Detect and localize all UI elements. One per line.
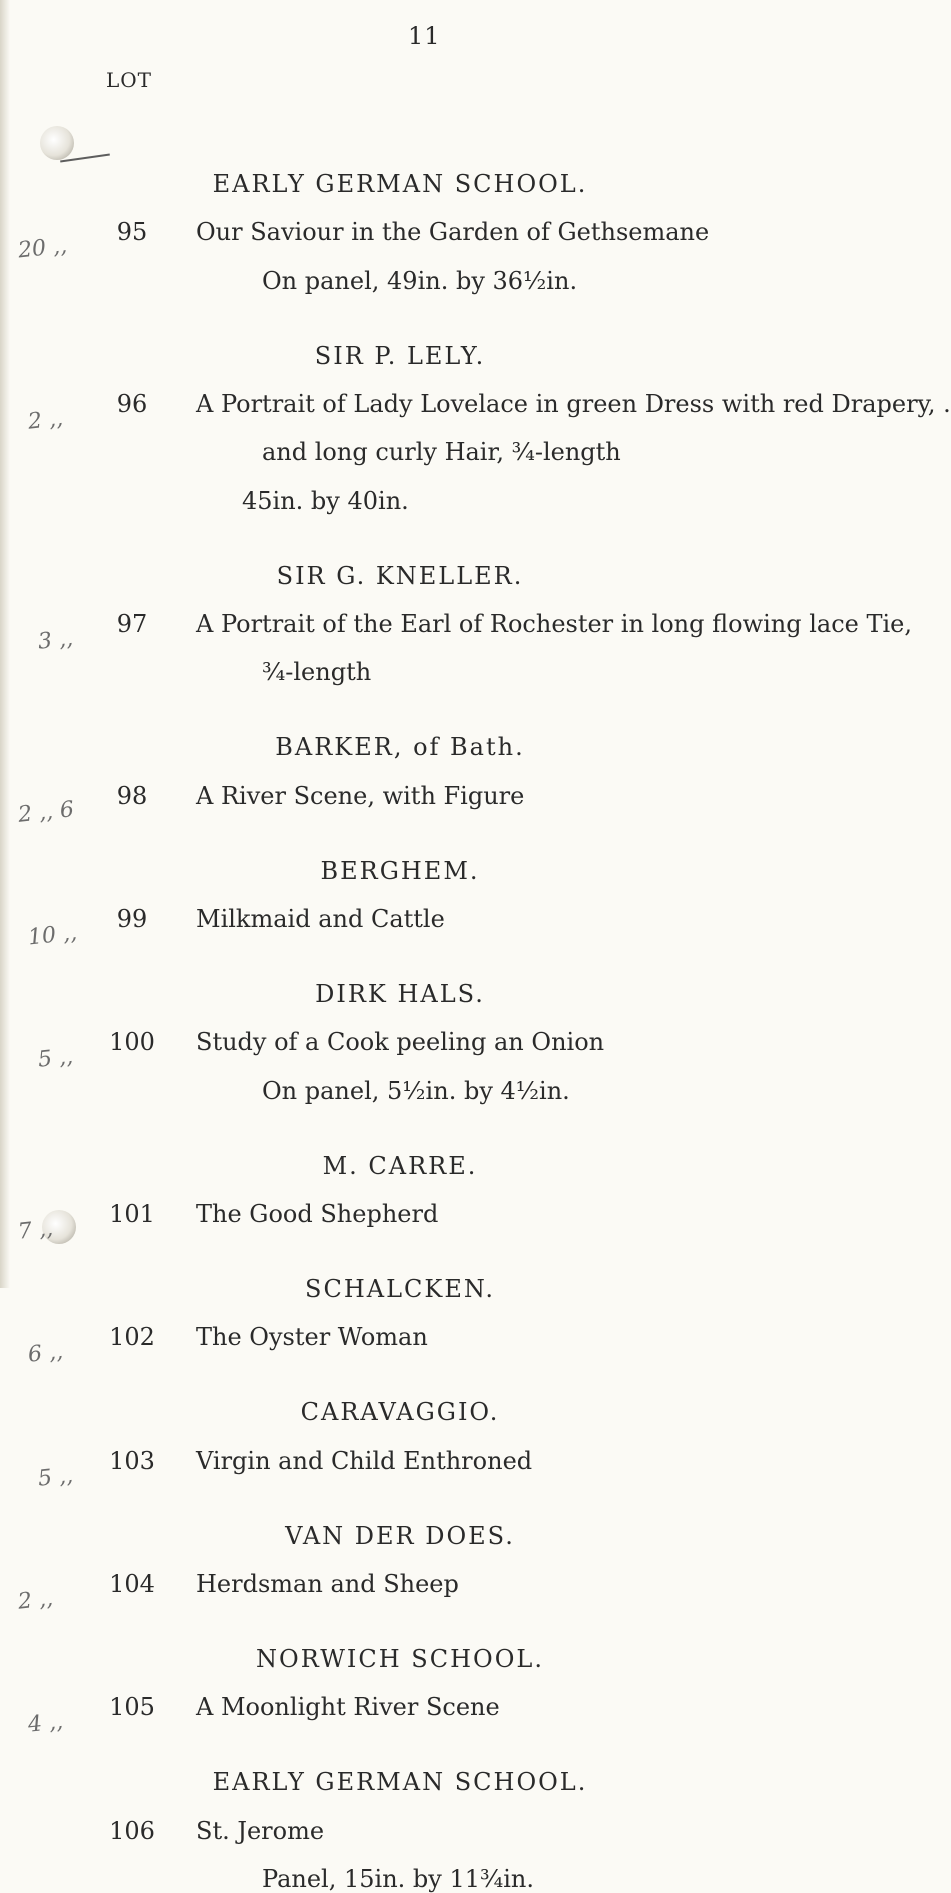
lot-number: 100 (109, 1028, 155, 1057)
lot-number: 105 (109, 1693, 155, 1722)
artist-heading: NORWICH SCHOOL. (256, 1644, 544, 1673)
artist-heading: EARLY GERMAN SCHOOL. (212, 1768, 588, 1797)
page-number: 11 (408, 22, 441, 50)
lot-number: 95 (116, 218, 148, 247)
artist-heading: VAN DER DOES. (285, 1521, 515, 1550)
margin-note: 2 ,, (26, 406, 65, 435)
lot-title: A Portrait of the Earl of Rochester in long flowing lace Tie, (196, 610, 913, 639)
artist-heading: SIR G. KNELLER. (276, 561, 524, 590)
margin-note: 2 ,, 6 (16, 796, 76, 828)
lot-detail: On panel, 49in. by 36½in. (262, 266, 578, 295)
lot-detail: Panel, 15in. by 11¾in. (262, 1864, 535, 1893)
lot-title: Study of a Cook peeling an Onion (196, 1028, 605, 1057)
margin-note: 5 ,, (36, 1462, 75, 1492)
lot-title: Herdsman and Sheep (196, 1569, 459, 1598)
lot-title: The Good Shepherd (196, 1199, 439, 1228)
artist-heading: EARLY GERMAN SCHOOL. (212, 170, 588, 198)
lot-title: St. Jerome (196, 1816, 325, 1845)
lot-detail: On panel, 5½in. by 4½in. (262, 1076, 570, 1105)
lot-number: 98 (116, 781, 148, 810)
lot-detail: 45in. by 40in. (242, 486, 409, 515)
artist-heading: CARAVAGGIO. (300, 1398, 500, 1427)
lot-number: 104 (109, 1569, 155, 1598)
artist-heading: SCHALCKEN. (305, 1274, 495, 1303)
lot-title: Virgin and Child Enthroned (196, 1446, 533, 1475)
lot-number: 97 (116, 610, 148, 639)
lot-title: A Moonlight River Scene (196, 1693, 500, 1722)
lot-detail: and long curly Hair, ¾-length (262, 438, 621, 467)
margin-note: 10 ,, (26, 920, 79, 951)
lot-title: A Portrait of Lady Lovelace in green Dress with red Drapery, . (196, 390, 951, 419)
artist-heading: BERGHEM. (320, 856, 480, 885)
lot-number: 102 (109, 1323, 155, 1352)
artist-heading: SIR P. LELY. (314, 341, 486, 370)
lot-number: 101 (109, 1199, 155, 1228)
margin-note: 6 ,, (26, 1339, 65, 1369)
lot-detail: ¾-length (262, 658, 372, 687)
margin-note: 5 ,, (36, 1044, 75, 1074)
lot-title: Our Saviour in the Garden of Gethsemane (196, 218, 710, 247)
lot-number: 96 (116, 390, 148, 419)
margin-note: 4 ,, (26, 1709, 65, 1738)
margin-note: 2 ,, (16, 1586, 55, 1615)
lot-title: Milkmaid and Cattle (196, 905, 445, 933)
margin-note: 3 ,, (36, 626, 75, 655)
lot-column-header: LOT (106, 68, 153, 92)
lot-number: 99 (116, 905, 148, 933)
lot-title: The Oyster Woman (196, 1323, 428, 1352)
lot-title: A River Scene, with Figure (196, 781, 525, 810)
artist-heading: DIRK HALS. (315, 979, 485, 1008)
binding-hole-top (40, 126, 74, 160)
artist-heading: BARKER, of Bath. (275, 733, 525, 762)
artist-heading: M. CARRE. (322, 1151, 478, 1180)
lot-number: 103 (109, 1446, 155, 1475)
margin-note: 20 ,, (16, 233, 69, 264)
margin-note: 7 ,, (16, 1216, 55, 1245)
lot-number: 106 (109, 1816, 155, 1845)
